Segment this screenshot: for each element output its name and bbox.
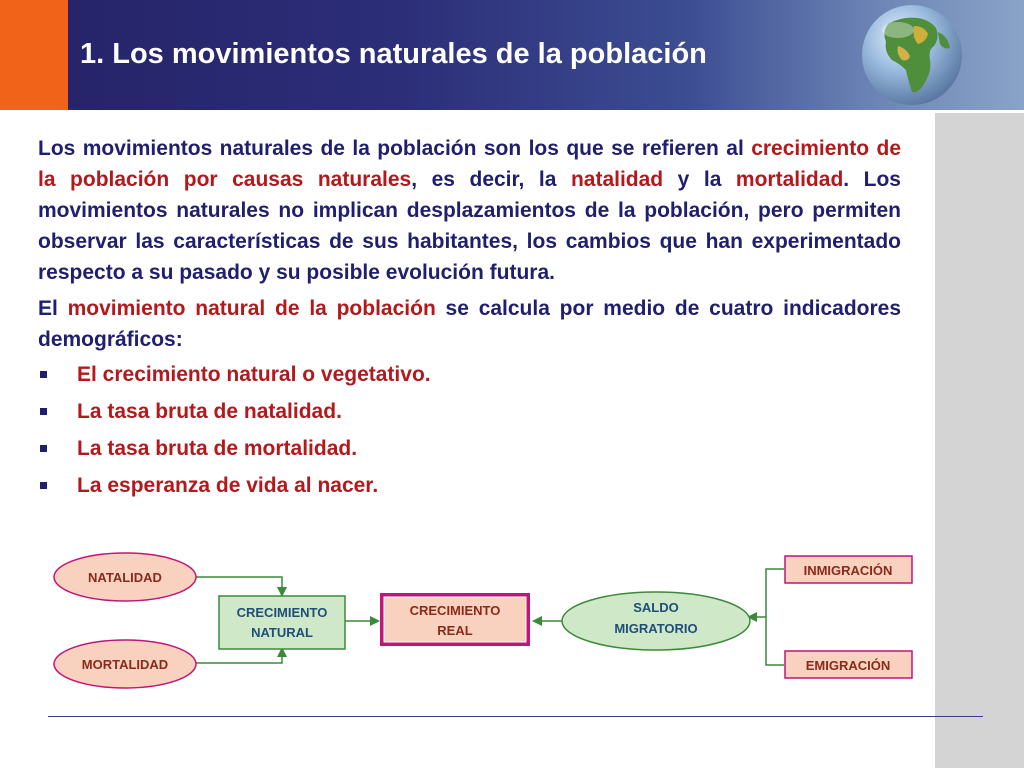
connector-mortalidad: [196, 649, 282, 663]
indicator-label: La esperanza de vida al nacer.: [77, 474, 379, 497]
intro-text-1: Los movimientos naturales de la población son los que se refieren al: [38, 137, 752, 160]
indicator-list: [38, 359, 901, 501]
connector-natalidad: [196, 577, 282, 595]
inmigracion-node: [785, 556, 912, 583]
page-title: 1. Los movimientos naturales de la población: [80, 38, 707, 70]
intro-text-2: , es decir, la: [411, 168, 571, 191]
content-body: [38, 133, 901, 507]
bullet-square-icon: [40, 371, 47, 378]
saldo-migratorio-line2: MIGRATORIO: [614, 621, 698, 636]
movement-diagram: [0, 545, 1024, 705]
paragraph-intro: [38, 133, 901, 288]
crecimiento-real-line2: REAL: [437, 623, 473, 638]
intro-highlight-mortalidad: mortalidad: [735, 168, 844, 191]
list-item: [38, 396, 901, 427]
bullet-square-icon: [40, 408, 47, 415]
emigracion-node: [785, 651, 912, 678]
intro-text-3: y la: [663, 168, 736, 191]
paragraph-indicators: [38, 293, 901, 355]
list-item: [38, 470, 901, 501]
indicators-text-2: se calcula por medio de cuatro indicadores demográficos:: [38, 297, 901, 351]
saldo-migratorio-node: [562, 592, 750, 650]
indicator-label: La tasa bruta de mortalidad.: [77, 437, 358, 460]
bullet-square-icon: [40, 445, 47, 452]
connector-migration-bracket: [766, 569, 784, 665]
natalidad-label: NATALIDAD: [88, 570, 162, 585]
crecimiento-real-line1: CRECIMIENTO: [409, 603, 501, 618]
intro-highlight-natalidad: natalidad: [570, 168, 664, 191]
crecimiento-natural-node: [219, 596, 345, 649]
bottom-divider: [48, 716, 983, 717]
inmigracion-label: INMIGRACIÓN: [803, 563, 893, 578]
emigracion-label: EMIGRACIÓN: [805, 658, 891, 673]
natalidad-node: [54, 553, 196, 601]
globe-icon: [858, 2, 966, 108]
crecimiento-real-node: [380, 593, 530, 646]
indicators-highlight: movimiento natural de la población: [67, 297, 436, 320]
bullet-square-icon: [40, 482, 47, 489]
indicators-text-1: El: [38, 297, 68, 320]
indicator-label: La tasa bruta de natalidad.: [77, 400, 342, 423]
saldo-migratorio-line1: SALDO: [633, 600, 679, 615]
orange-accent-block: [0, 0, 68, 110]
mortalidad-node: [54, 640, 196, 688]
list-item: [38, 359, 901, 390]
mortalidad-label: MORTALIDAD: [81, 657, 169, 672]
intro-text-4: . Los movimientos naturales no implican desplazamientos de la población, pero permiten observar las características de sus habitantes, los cambios que han experimentado respecto a su pasado y su posible evolución futura.: [38, 168, 901, 284]
crecimiento-natural-line2: NATURAL: [251, 625, 313, 640]
indicator-label: El crecimiento natural o vegetativo.: [77, 363, 431, 386]
crecimiento-natural-line1: CRECIMIENTO: [236, 605, 328, 620]
intro-highlight-crecimiento: crecimiento de la población por causas naturales: [38, 137, 901, 191]
list-item: [38, 433, 901, 464]
